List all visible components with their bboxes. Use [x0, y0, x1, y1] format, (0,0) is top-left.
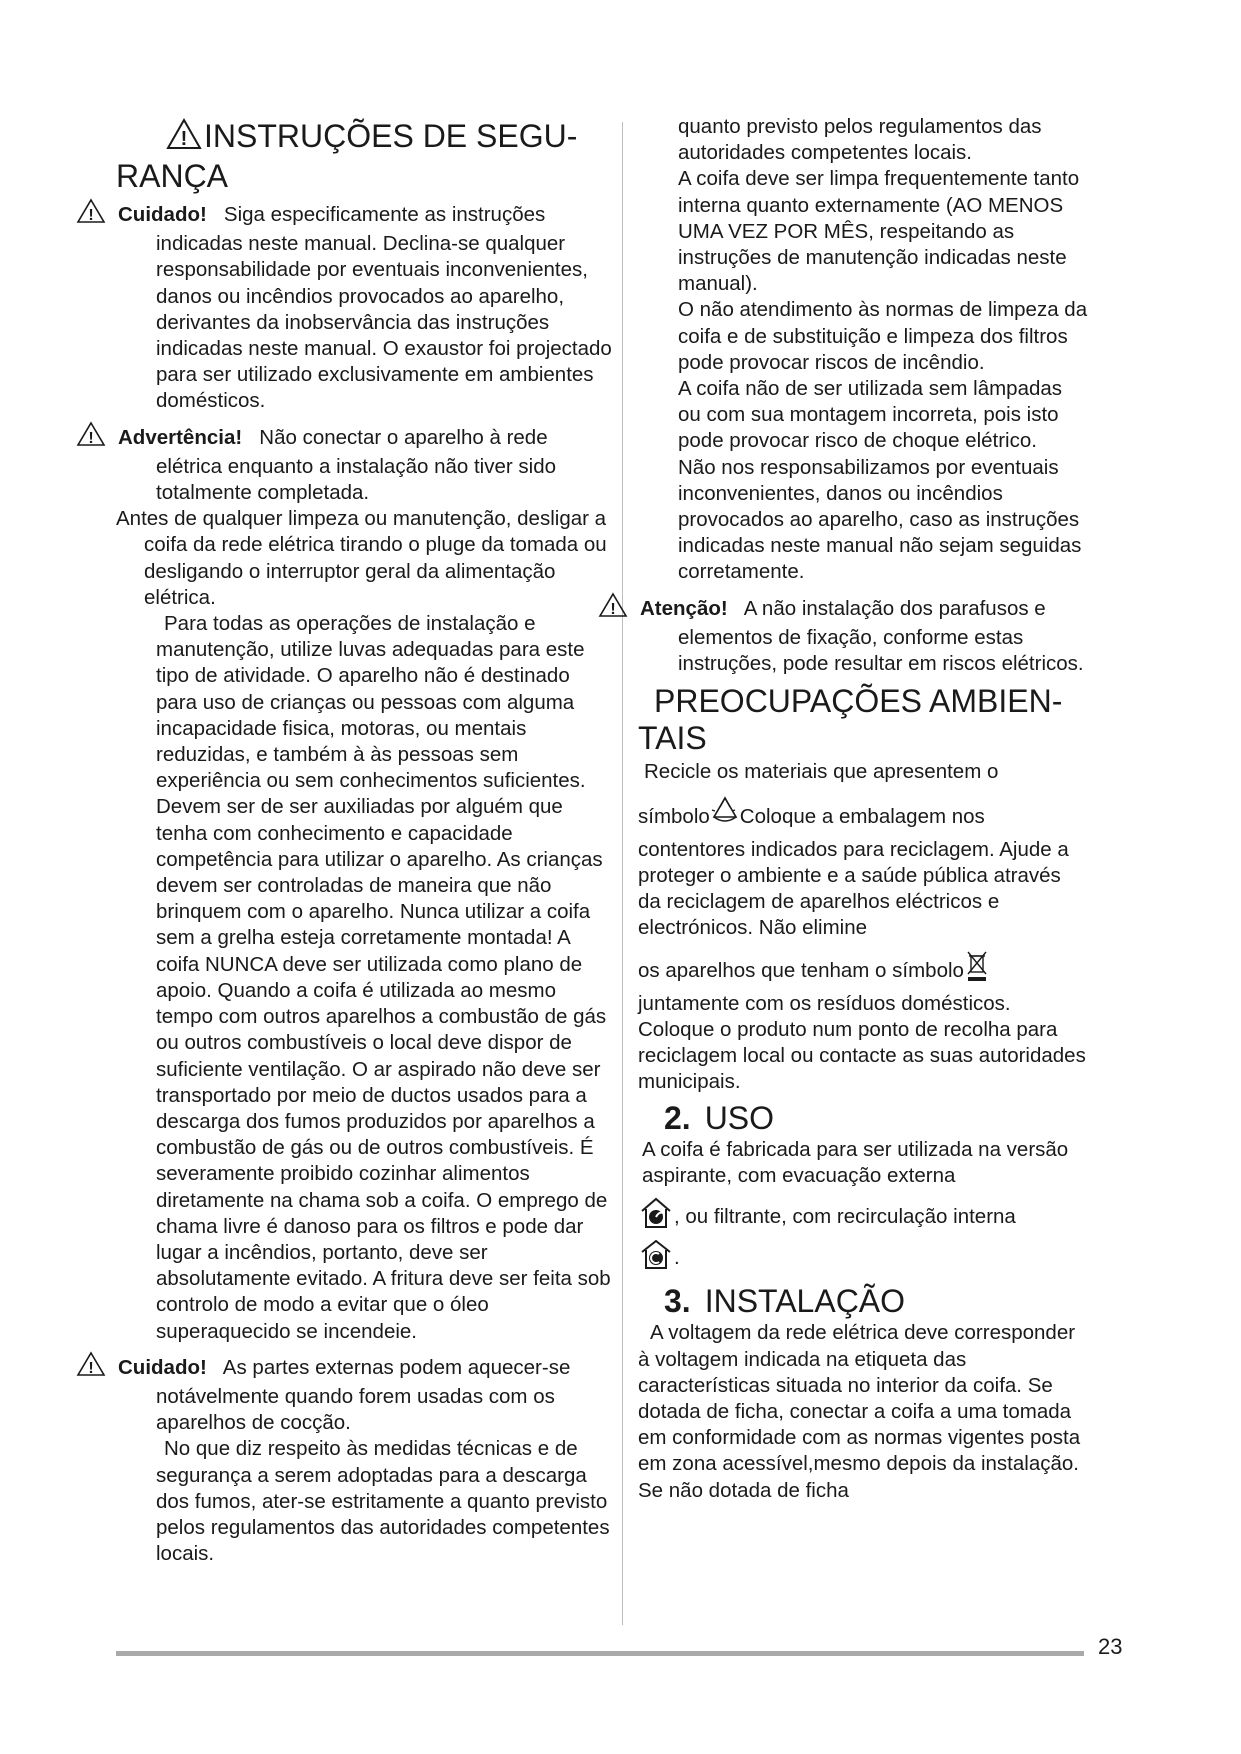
- weee-prefix: os aparelhos que tenham o símbolo: [638, 959, 964, 983]
- caution-paragraph-2: [88, 1351, 616, 1437]
- right-column: [610, 114, 1088, 1504]
- installation-paragraph: A voltagem da rede elétrica deve corresponder à voltagem indicada na etiqueta das características situada no interior da coifa. Se dotada de ficha, conectar a coifa a uma tomada em conformidade com as normas vigentes posta em zona acessível,mesmo depois da instalação. Se não dotada de ficha: [638, 1321, 1081, 1502]
- svg-text:!: !: [180, 128, 188, 150]
- use-filter-line: [638, 1195, 1088, 1236]
- section-title: INSTALAÇÃO: [704, 1283, 906, 1320]
- use-paragraph: A coifa é fabricada para ser utilizada na versão aspirante, com evacuação externa: [642, 1137, 1069, 1187]
- technical-measures-paragraph: No que diz respeito às medidas técnicas e de segurança a serem adoptadas para a descarga dos fumos, ater-se estritamente a quanto previsto pelos regulamentos das autoridades competentes locais.: [156, 1437, 610, 1566]
- section-title: INSTRUÇÕES DE SEGU- RANÇA: [116, 118, 578, 194]
- section-heading-installation: [638, 1283, 1088, 1320]
- section-number: 3.: [664, 1283, 691, 1320]
- hood-extraction-icon: [638, 1195, 674, 1236]
- warning-text: Não conectar o aparelho à rede elétrica enquanto a instalação não tiver sido totalmente completada.: [156, 425, 557, 505]
- left-column: [88, 110, 616, 1566]
- operations-paragraph: Para todas as operações de instalação e manutenção, utilize luvas adequadas para este tipo de atividade. O aparelho não é destinado para uso de crianças ou pessoas com alguma incapacidade fisica, motoras, ou mentais reduzidas, e também à às pessoas sem experiência ou sem conhecimentos suficientes. Devem ser de ser auxiliadas por alguém que tenha com conhecimento e capacidade competência para utilizar o aparelho. As crianças devem ser controladas de maneira que não brinquem com o aparelho. Nunca utilizar a coifa sem a grelha esteja corretamente montada! A coifa NUNCA deve ser utilizada como plano de apoio. Quando a coifa é utilizada ao mesmo tempo com outros aparelhos a combustão de gás ou outros combustíveis o local deve dispor de suficiente ventilação. O ar aspirado não deve ser transportado por meio de ductos usados para a descarga dos fumos produzidos por aparelhos a combustão de gás ou de outros combustíveis. É severamente proibido cozinhar alimentos diretamente na chama sob a coifa. O emprego de chama livre é danoso para os filtros e pode dar lugar a incêndios, portanto, deve ser absolutamente evitado. A fritura deve ser feita sob controlo de modo a evitar que o óleo superaquecido se incendeie.: [156, 612, 611, 1343]
- attention-label: Atenção!: [640, 596, 728, 620]
- svg-text:!: !: [88, 207, 94, 224]
- warning-triangle-icon: [141, 118, 202, 158]
- recycle-symbol-prefix: símbolo: [638, 805, 710, 829]
- page-number: 23: [1098, 1634, 1123, 1659]
- caution-paragraph-1: [88, 198, 616, 415]
- technical-measures-continued: quanto previsto pelos regulamentos das autoridades competentes locais.: [678, 115, 1042, 165]
- use-filter-end: [638, 1238, 1088, 1277]
- recycle-paragraph: [638, 795, 1088, 941]
- svg-text:!: !: [610, 600, 616, 618]
- warning-paragraph: [88, 421, 616, 507]
- attention-text: A não instalação dos parafusos e elementos de fixação, conforme estas instruções, pode resultar em riscos elétricos.: [678, 596, 1084, 676]
- before-cleaning-paragraph: Antes de qualquer limpeza ou manutenção, desligar a coifa da rede elétrica tirando o pluge da tomada ou desligando o interruptor geral da alimentação elétrica.: [116, 507, 607, 609]
- use-filter-period: .: [674, 1246, 680, 1270]
- weee-text: juntamente com os resíduos domésticos. Coloque o produto num ponto de recolha para reciclagem local ou contacte as suas autoridades municipais.: [638, 991, 1086, 1094]
- caution-label: Cuidado!: [118, 203, 207, 226]
- hood-recirculation-icon: [638, 1238, 674, 1277]
- svg-text:!: !: [88, 429, 94, 447]
- recycle-icon: [710, 795, 740, 836]
- recycle-intro: Recicle os materiais que apresentem o: [644, 760, 999, 784]
- caution-text: Siga especificamente as instruções indicadas neste manual. Declina-se qualquer responsabilidade por eventuais inconvenientes, danos ou incêndios provocados ao aparelho, derivantes da inobservância das instruções indicadas neste manual. O exaustor foi projectado para ser utilizado exclusivamente em ambientes domésticos.: [156, 203, 612, 413]
- section-title: USO: [704, 1099, 775, 1136]
- crossed-bin-icon: [964, 949, 990, 990]
- section-heading-environment: PREOCUPAÇÕES AMBIEN- TAIS: [638, 683, 1063, 757]
- liability-paragraph: Não nos responsabilizamos por eventuais inconvenientes, danos ou incêndios provocados ao aparelho, caso as instruções indicadas neste manual não sejam seguidas corretamente.: [678, 455, 1082, 584]
- recycle-text: Coloque a embalagem nos contentores indicados para reciclagem. Ajude a proteger o ambiente e a saúde pública através da reciclagem de aparelhos eléctricos e electrónicos. Não elimine: [638, 805, 1069, 940]
- footer-rule: [116, 1651, 1084, 1656]
- section-number: 2.: [664, 1099, 691, 1136]
- caution-label: Cuidado!: [118, 1355, 207, 1379]
- cleaning-paragraph: A coifa deve ser limpa frequentemente tanto interna quanto externamente (AO MENOS UMA VEZ POR MÊS, respeitando as instruções de manutenção indicadas neste manual).: [678, 167, 1080, 296]
- weee-paragraph: [638, 949, 1088, 1095]
- non-compliance-paragraph: O não atendimento às normas de limpeza da coifa e de substituição e limpeza dos filtros pode provocar riscos de incêndio.: [678, 298, 1088, 374]
- lamps-paragraph: A coifa não de ser utilizada sem lâmpadas ou com sua montagem incorreta, pois isto pode provocar risco de choque elétrico.: [678, 377, 1063, 453]
- svg-text:!: !: [88, 1359, 94, 1377]
- section-heading-safety: [116, 118, 616, 195]
- attention-paragraph: [610, 592, 1088, 678]
- section-heading-use: [638, 1100, 1088, 1137]
- warning-label: Advertência!: [118, 425, 243, 449]
- column-divider: [622, 122, 623, 1625]
- caution-text: As partes externas podem aquecer-se notávelmente quando forem usadas com os aparelhos de cocção.: [156, 1355, 571, 1435]
- use-filter-text: , ou filtrante, com recirculação interna: [674, 1204, 1016, 1228]
